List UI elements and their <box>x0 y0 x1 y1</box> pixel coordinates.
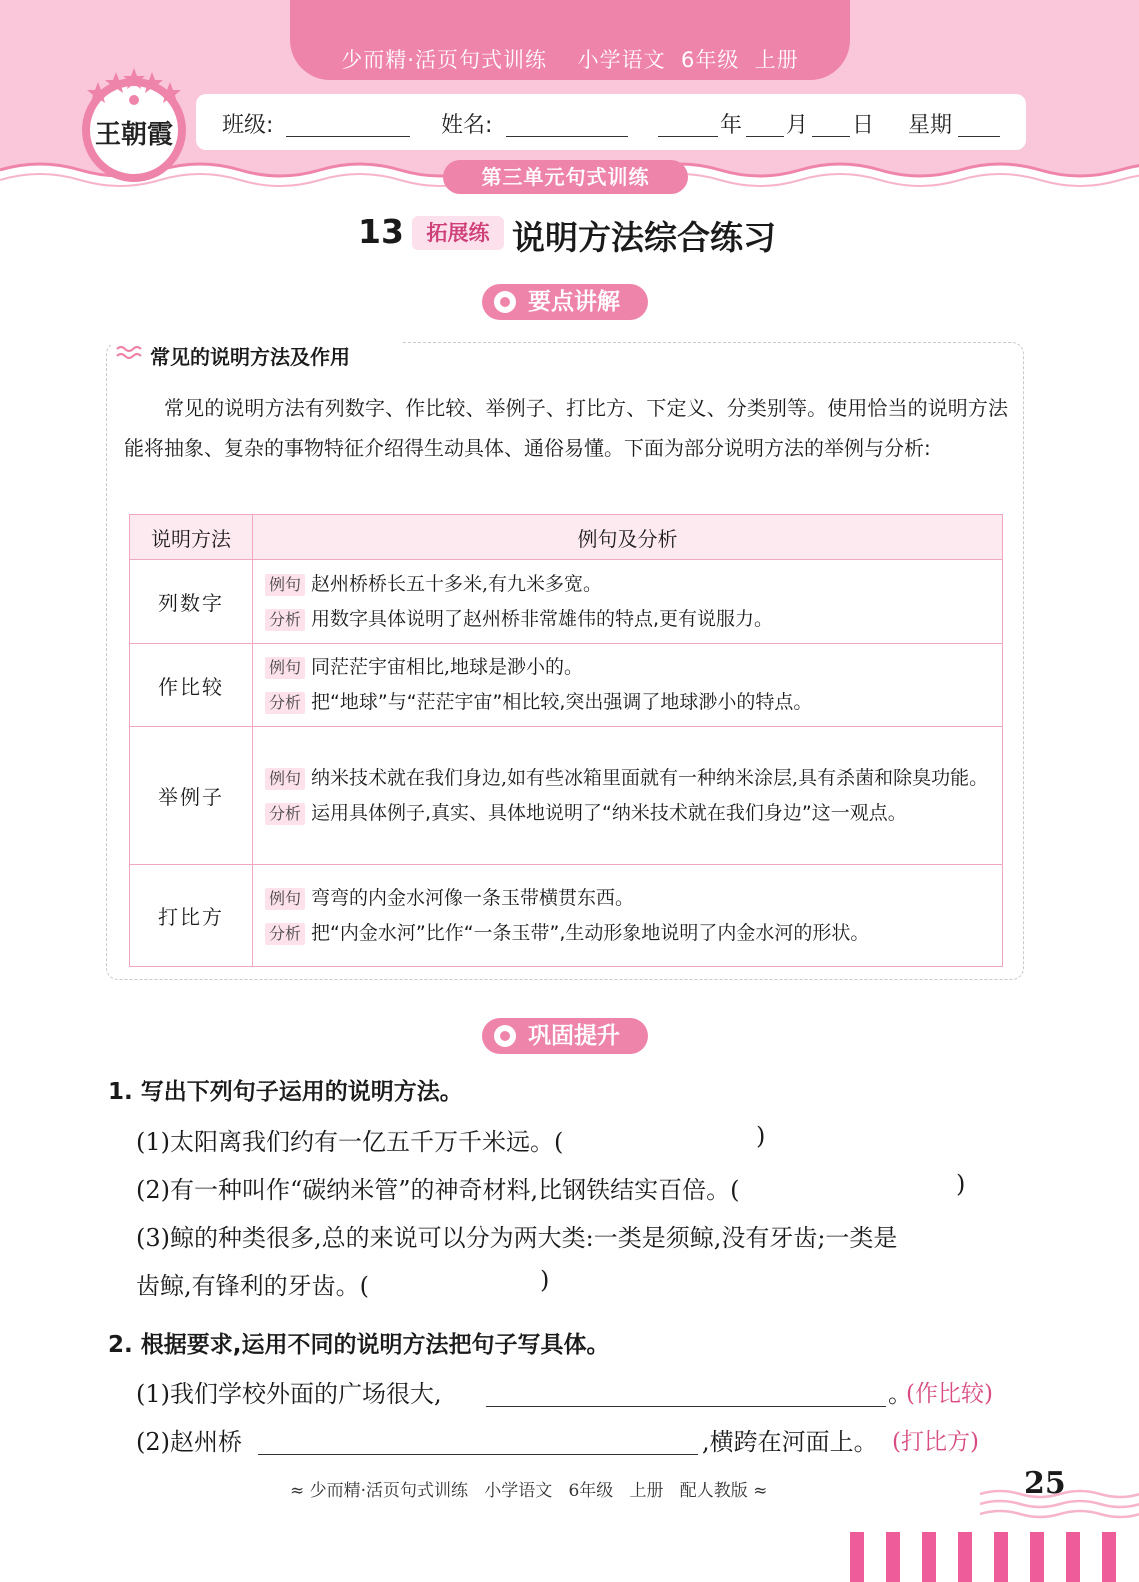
analysis-text: 把“地球”与“茫茫宇宙”相比较,突出强调了地球渺小的特点。 <box>311 691 813 713</box>
closing-paren: ) <box>956 1170 966 1198</box>
table-row <box>130 560 1003 644</box>
example-text: 同茫茫宇宙相比,地球是渺小的。 <box>311 656 584 678</box>
lesson-number: 13 <box>358 212 404 251</box>
month-label: 月 <box>786 113 809 138</box>
question-2-title: 2. 根据要求,运用不同的说明方法把句子写具体。 <box>108 1332 610 1358</box>
example-tag: 例句 <box>265 574 305 596</box>
header-banner-text: 少而精·活页句式训练 小学语文 6年级 上册 <box>341 48 799 72</box>
closing-paren: ) <box>540 1266 550 1294</box>
example-tag: 例句 <box>265 768 305 790</box>
key-points-header <box>482 284 648 320</box>
analysis-tag: 分析 <box>265 609 305 631</box>
footer-wave-decoration <box>980 1486 1139 1522</box>
method-cell: 列数字 <box>130 560 253 644</box>
question-1-item-1: (1)太阳离我们约有一亿五千万千米远。( <box>136 1128 564 1156</box>
day-field[interactable] <box>812 110 850 137</box>
unit-tag: 第三单元句式训练 <box>443 160 688 194</box>
wave-icon <box>116 343 144 363</box>
medal-icon <box>494 291 516 313</box>
example-cell <box>253 727 1003 865</box>
answer-blank[interactable] <box>620 1118 750 1152</box>
practice-label: 巩固提升 <box>528 1023 620 1049</box>
method-cell: 作比较 <box>130 644 253 727</box>
example-tag: 例句 <box>265 888 305 910</box>
method-hint: (打比方) <box>892 1429 979 1455</box>
name-label: 姓名: <box>441 113 493 138</box>
footer-text: ≈ 少而精·活页句式训练 小学语文 6年级 上册 配人教版 ≈ <box>290 1481 768 1501</box>
analysis-text: 把“内金水河”比作“一条玉带”,生动形象地说明了内金水河的形状。 <box>311 921 870 944</box>
table-row <box>130 644 1003 727</box>
example-text: 纳米技术就在我们身边,如有些冰箱里面就有一种纳米涂层,具有杀菌和除臭功能。 <box>311 766 989 789</box>
question-1-item-3: (3)鲸的种类很多,总的来说可以分为两大类:一类是须鲸,没有牙齿;一类是 <box>136 1224 898 1252</box>
answer-line[interactable] <box>486 1376 886 1407</box>
example-text: 弯弯的内金水河像一条玉带横贯东西。 <box>311 886 635 909</box>
table-row <box>130 727 1003 865</box>
example-tag: 例句 <box>265 657 305 679</box>
class-label: 班级: <box>222 113 274 138</box>
explanation-heading: 常见的说明方法及作用 <box>150 345 350 369</box>
analysis-tag: 分析 <box>265 803 305 825</box>
method-table <box>129 514 1003 967</box>
question-2-item-2: (2)赵州桥 <box>136 1428 242 1456</box>
question-1-title: 1. 写出下列句子运用的说明方法。 <box>108 1079 463 1105</box>
analysis-text: 用数字具体说明了赵州桥非常雄伟的特点,更有说服力。 <box>311 607 774 630</box>
day-label: 日 <box>852 113 875 138</box>
logo-text: 王朝霞 <box>94 120 173 150</box>
closing-paren: ) <box>756 1122 766 1150</box>
medal-icon <box>494 1025 516 1047</box>
month-field[interactable] <box>746 110 784 137</box>
footer-stripes-decoration <box>840 1532 1139 1582</box>
practice-header <box>482 1018 648 1054</box>
example-cell <box>253 865 1003 967</box>
weekday-field[interactable] <box>958 110 1000 137</box>
example-text: 赵州桥桥长五十多米,有九米多宽。 <box>311 572 603 595</box>
question-2-item-1: (1)我们学校外面的广场很大, <box>136 1380 442 1408</box>
page-number: 25 <box>1024 1466 1066 1501</box>
answer-line[interactable] <box>258 1424 698 1455</box>
weekday-label: 星期 <box>908 113 953 138</box>
method-cell: 打比方 <box>130 865 253 967</box>
answer-blank[interactable] <box>824 1166 950 1200</box>
table-header-row <box>130 515 1003 560</box>
lesson-type-tag: 拓展练 <box>412 216 504 250</box>
analysis-tag: 分析 <box>265 692 305 714</box>
analysis-tag: 分析 <box>265 923 305 945</box>
class-field[interactable] <box>286 110 410 137</box>
method-cell: 举例子 <box>130 727 253 865</box>
sentence-end: 。 <box>888 1380 912 1408</box>
lesson-title: 说明方法综合练习 <box>512 218 776 257</box>
example-cell <box>253 560 1003 644</box>
question-1-item-3-cont: 齿鲸,有锋利的牙齿。( <box>136 1272 369 1300</box>
key-points-label: 要点讲解 <box>528 289 620 315</box>
name-field[interactable] <box>506 110 628 137</box>
analysis-text: 运用具体例子,真实、具体地说明了“纳米技术就在我们身边”这一观点。 <box>311 801 907 824</box>
year-field[interactable] <box>658 110 718 137</box>
sentence-end: ,横跨在河面上。 <box>702 1428 878 1456</box>
table-row <box>130 865 1003 967</box>
example-cell <box>253 644 1003 727</box>
method-hint: (作比较) <box>906 1381 993 1407</box>
explanation-paragraph: 常见的说明方法有列数字、作比较、举例子、打比方、下定义、分类别等。使用恰当的说明方法能将抽象、复杂的事物特征介绍得生动具体、通俗易懂。下面为部分说明方法的举例与分析: <box>124 396 1008 460</box>
table-header-method: 说明方法 <box>130 515 253 560</box>
year-label: 年 <box>720 113 743 138</box>
question-1-item-2: (2)有一种叫作“碳纳米管”的神奇材料,比钢铁结实百倍。( <box>136 1176 740 1204</box>
table-header-example: 例句及分析 <box>253 515 1003 560</box>
answer-blank[interactable] <box>410 1262 538 1296</box>
